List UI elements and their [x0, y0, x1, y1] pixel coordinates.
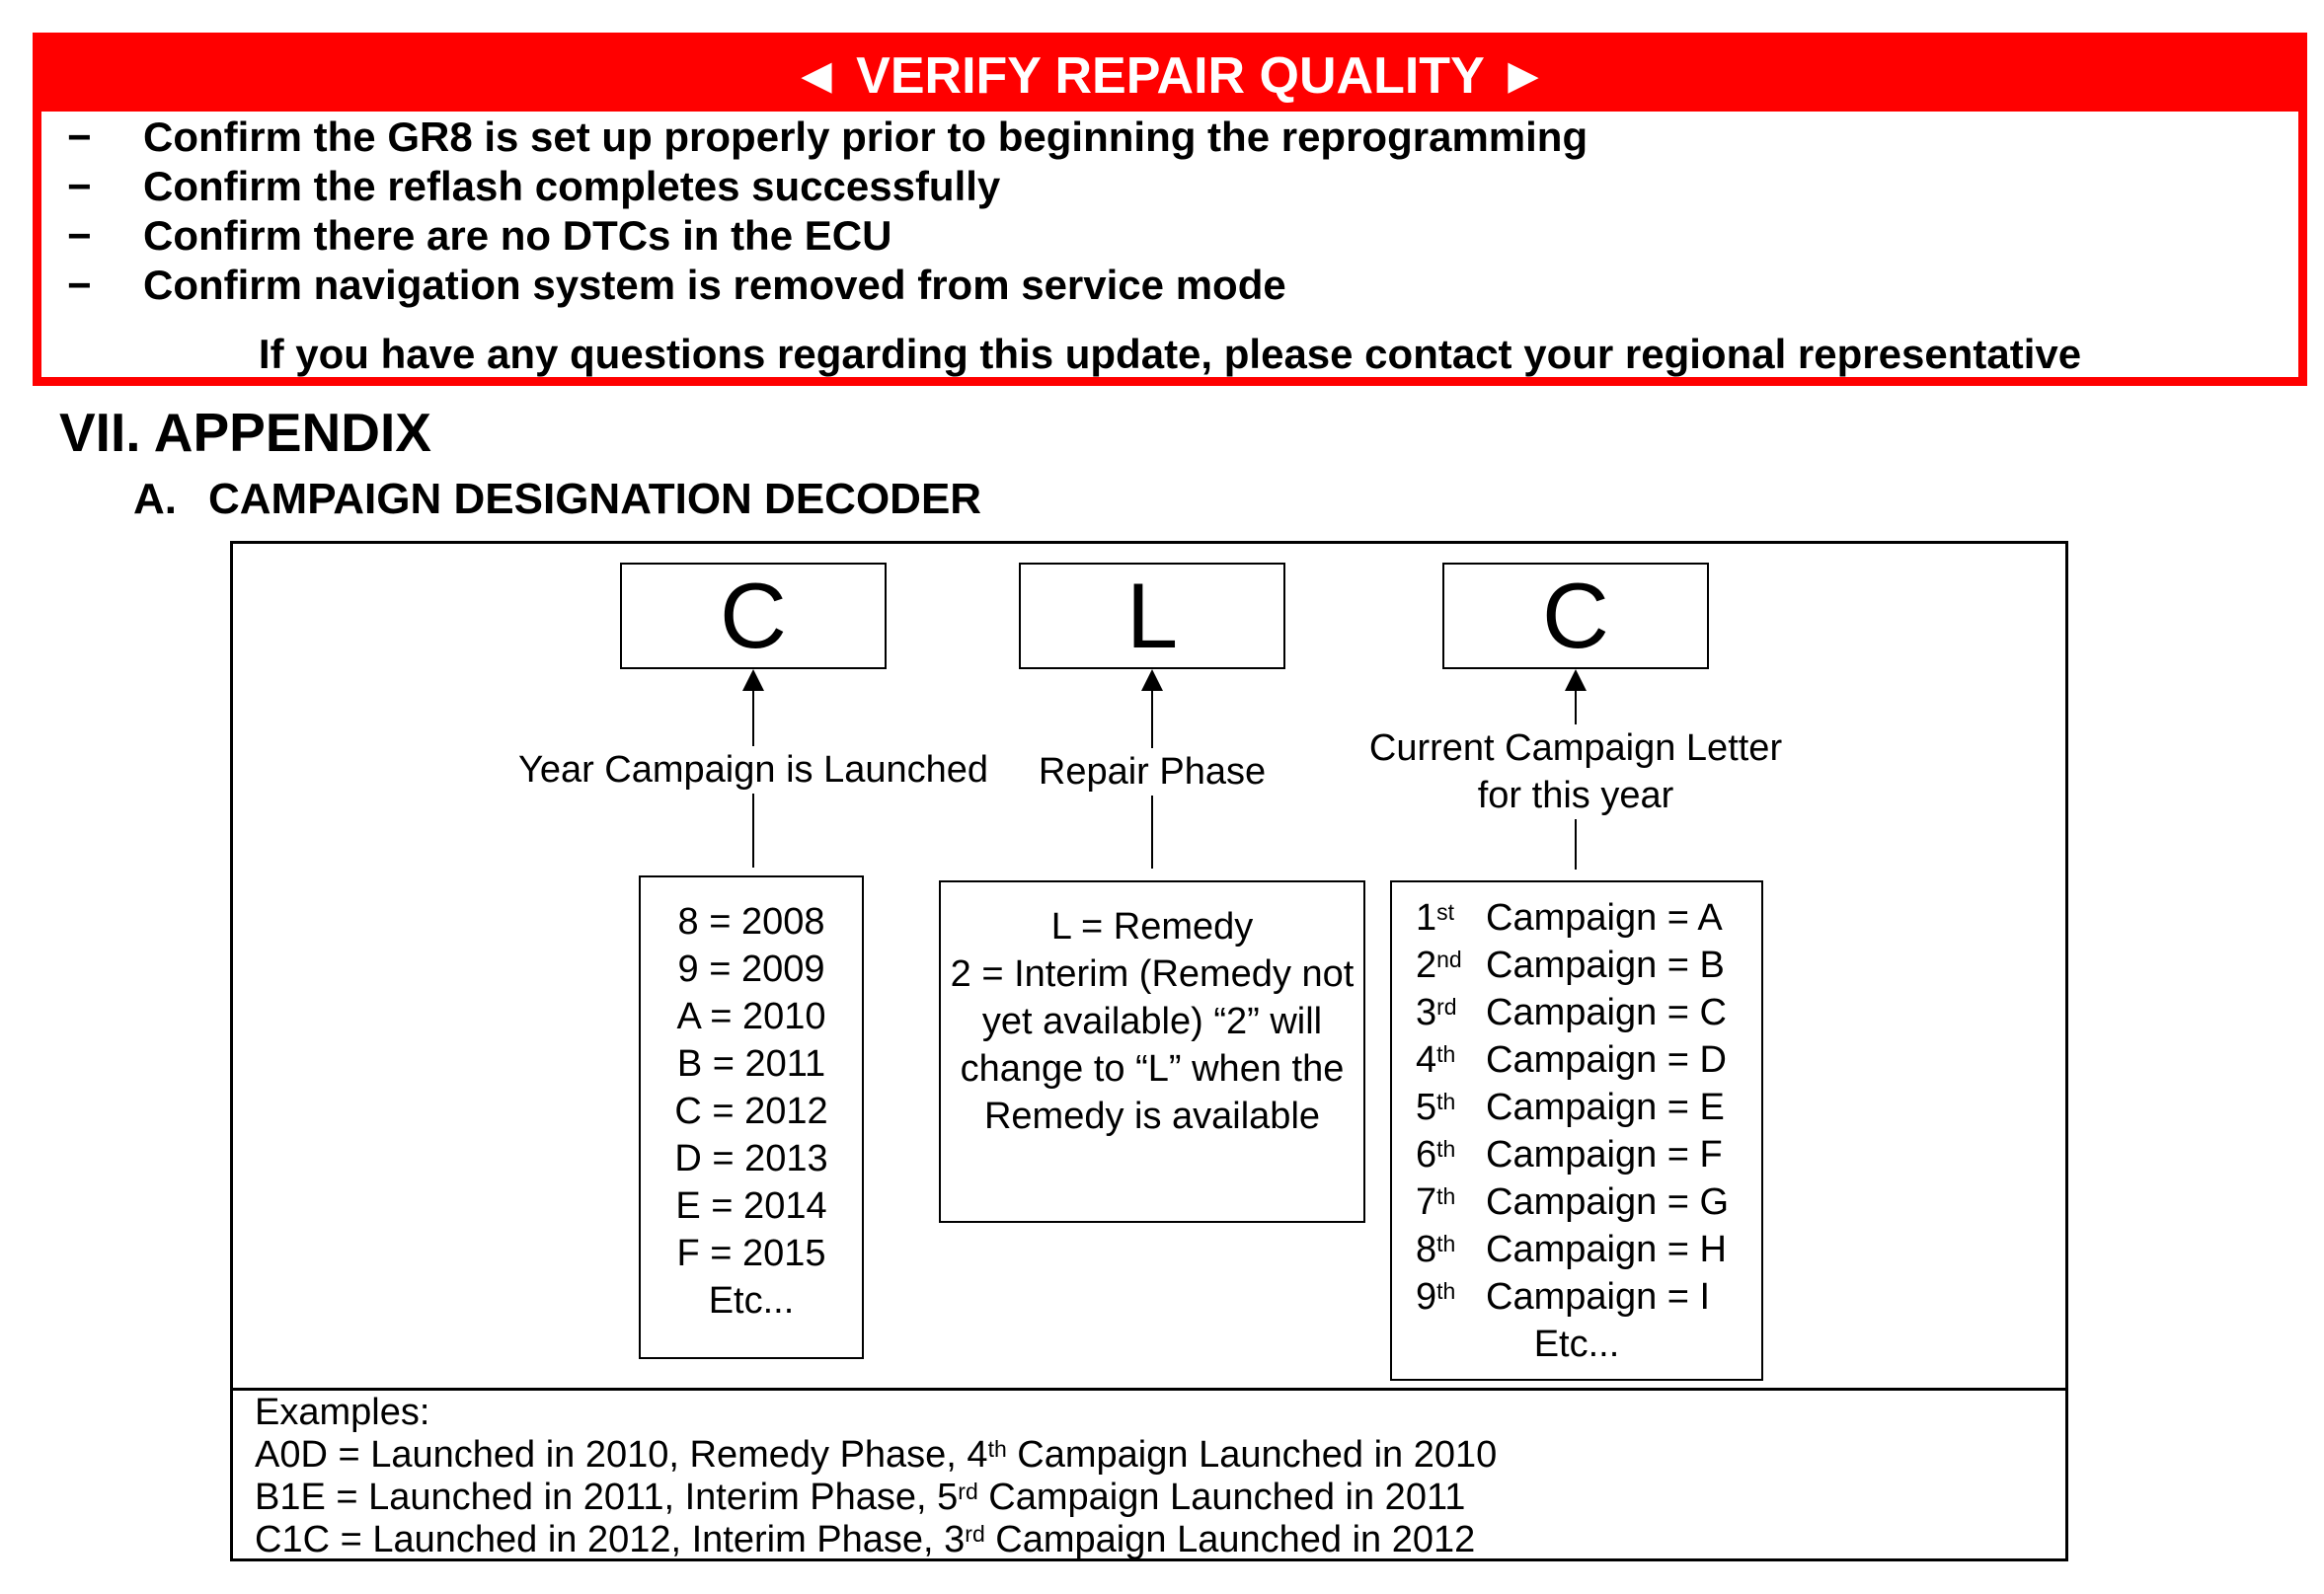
campaign-order-item: 9th Campaign = I: [1416, 1276, 1711, 1318]
campaign-order-item: 7th Campaign = G: [1416, 1181, 1730, 1223]
phase-letter-box: L: [1019, 563, 1285, 669]
section-title: CAMPAIGN DESIGNATION DECODER: [208, 475, 982, 523]
examples-title: Examples:: [255, 1392, 430, 1433]
campaign-letter-label-line: for this year: [1477, 775, 1674, 816]
verify-item-text: Confirm the GR8 is set up properly prior to beginning the reprogramming: [143, 114, 1588, 160]
year-letter-box: C: [620, 563, 887, 669]
dash-bullet: −: [67, 262, 92, 308]
year-code: 9 = 2009: [677, 949, 825, 990]
campaign-order-item: 2nd Campaign = B: [1416, 945, 1725, 986]
year-code-etc: Etc...: [708, 1280, 795, 1322]
example-row: A0D = Launched in 2010, Remedy Phase, 4th Campaign Launched in 2010: [255, 1434, 1498, 1476]
example-row: C1C = Launched in 2012, Interim Phase, 3rd Campaign Launched in 2012: [255, 1519, 1476, 1560]
year-label: Year Campaign is Launched: [501, 746, 1006, 794]
repair-phase-list: [939, 880, 1365, 1223]
campaign-letter-label: [1349, 724, 1803, 819]
dash-bullet: −: [67, 114, 92, 160]
year-code: D = 2013: [674, 1138, 828, 1179]
phase-remedy: L = Remedy: [1050, 906, 1254, 948]
campaign-order-etc: Etc...: [1533, 1324, 1620, 1365]
year-code: F = 2015: [676, 1233, 826, 1274]
campaign-order-item: 3rd Campaign = C: [1416, 992, 1727, 1033]
year-arrow-icon: [742, 669, 764, 691]
section-letter: A.: [133, 475, 177, 523]
verify-item-text: Confirm there are no DTCs in the ECU: [143, 212, 892, 259]
year-code: A = 2010: [676, 996, 826, 1037]
campaign-order-item: 5th Campaign = E: [1416, 1087, 1725, 1128]
campaign-letter-box: C: [1442, 563, 1709, 669]
year-code: 8 = 2008: [677, 901, 825, 943]
campaign-arrow-icon: [1565, 669, 1587, 691]
verify-item: [41, 211, 2298, 261]
campaign-decoder-diagram: [230, 541, 2068, 1561]
year-code-list: [639, 875, 864, 1359]
examples-section: [233, 1388, 2065, 1558]
verify-item-text: Confirm navigation system is removed from service mode: [143, 262, 1286, 308]
campaign-order-list: [1390, 880, 1763, 1381]
phase-label: Repair Phase: [1028, 748, 1277, 796]
phase-interim: 2 = Interim (Remedy not yet available) “2” will change to “L” when the Remedy is available: [950, 953, 1355, 1137]
verify-item: [41, 162, 2298, 211]
example-row: B1E = Launched in 2011, Interim Phase, 5rd Campaign Launched in 2011: [255, 1477, 1466, 1518]
phase-arrow-icon: [1141, 669, 1163, 691]
verify-checklist: [41, 113, 2298, 310]
verify-item-text: Confirm the reflash completes successfully: [143, 163, 1001, 209]
campaign-letter-label-line: Current Campaign Letter: [1368, 727, 1783, 769]
dash-bullet: −: [67, 163, 92, 209]
year-code: C = 2012: [674, 1091, 828, 1132]
contact-note: If you have any questions regarding this update, please contact your regional representative: [258, 331, 2082, 377]
year-code: E = 2014: [675, 1185, 827, 1227]
campaign-order-item: 8th Campaign = H: [1416, 1229, 1727, 1270]
verify-repair-quality-box: [33, 33, 2307, 386]
year-code: B = 2011: [676, 1043, 826, 1085]
campaign-order-item: 4th Campaign = D: [1416, 1039, 1727, 1081]
verify-item: [41, 113, 2298, 162]
verify-title: ◄ VERIFY REPAIR QUALITY ►: [41, 41, 2298, 112]
campaign-order-item: 6th Campaign = F: [1416, 1134, 1723, 1176]
campaign-order-item: 1st Campaign = A: [1416, 897, 1723, 939]
appendix-title: VII. APPENDIX: [59, 402, 431, 463]
verify-item: [41, 261, 2298, 310]
dash-bullet: −: [67, 212, 92, 259]
